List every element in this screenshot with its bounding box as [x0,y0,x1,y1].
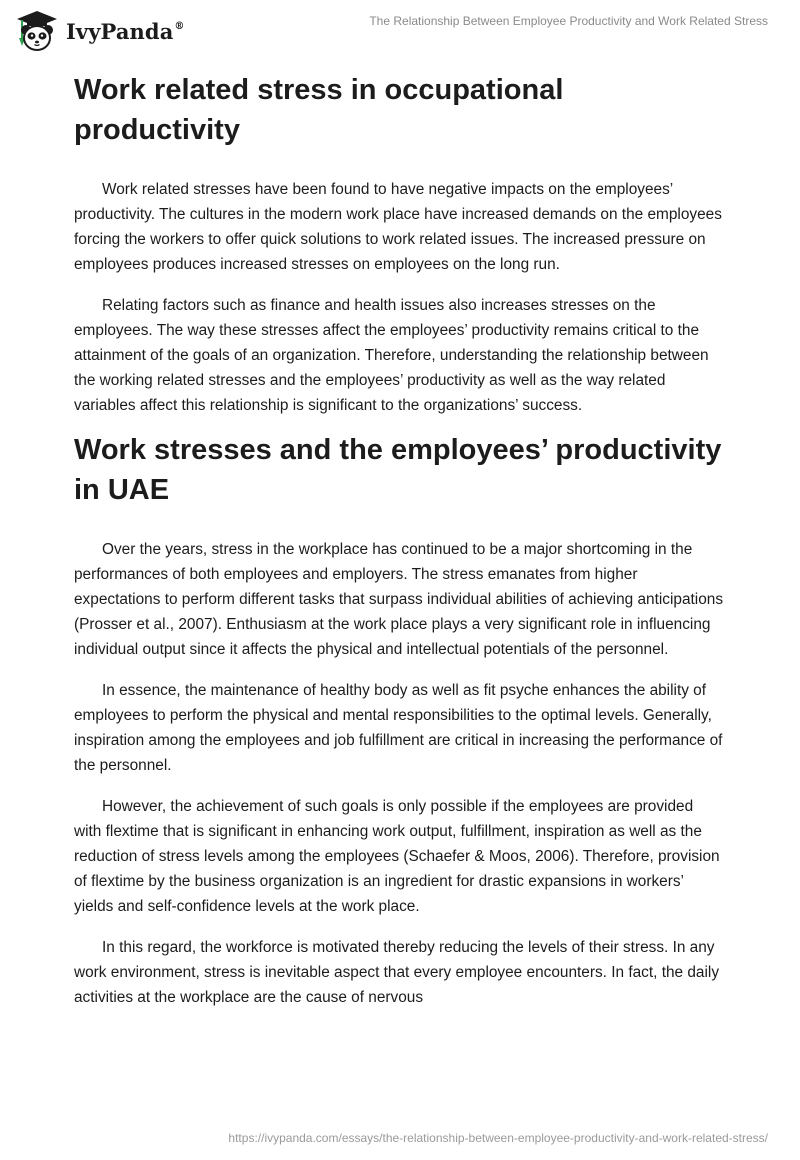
paragraph: In essence, the maintenance of healthy body as well as fit psyche enhances the ability of employees to perform the physical and mental responsibilities to the optimal levels. Generally, inspiration among the employees and job fulfillment are critical in increasing the performance of the personnel. [74,682,723,774]
paragraph: In this regard, the workforce is motivated thereby reducing the levels of their stress. In any work environment, stress is inevitable aspect that every employee encounters. In fact, the daily activities at the workplace are the cause of nervous [74,939,720,1006]
site-logo[interactable] [14,8,185,54]
paragraph: Work related stresses have been found to have negative impacts on the employees’ productivity. The cultures in the modern work place have increased demands on the employees forcing the workers to offer quick solutions to work related issues. The increased pressure on employees produces increased stresses on employees on the long run. [74,181,722,273]
section-heading: Work stresses and the employees’ productivity in UAE [74,434,722,506]
running-title: The Relationship Between Employee Productivity and Work Related Stress [369,14,768,28]
page-header [0,0,800,66]
essay-body [74,70,724,1010]
panda-graduate-icon [14,8,60,54]
source-url-link[interactable]: https://ivypanda.com/essays/the-relationship-between-employee-productivity-and-work-related-stress/ [228,1131,768,1145]
paragraph: Relating factors such as finance and health issues also increases stresses on the employees. The way these stresses affect the employees’ productivity remains critical to the attainment of the goals of an organization. Therefore, understanding the relationship between the working related stresses and the employees’ productivity as well as the way related variables affect this relationship is significant to the organizations’ success. [74,297,709,414]
logo-wordmark: IvyPanda® [66,18,185,44]
section-heading: Work related stress in occupational productivity [74,74,564,146]
paragraph: However, the achievement of such goals is only possible if the employees are provided with flextime that is significant in enhancing work output, fulfillment, inspiration as well as the reduction of stress levels among the employees (Schaefer & Moos, 2006). Therefore, provision of flextime by the business organization is an ingredient for drastic expansions in workers’ yields and self-confidence levels at the work place. [74,798,720,915]
paragraph: Over the years, stress in the workplace has continued to be a major shortcoming in the performances of both employees and employers. The stress emanates from higher expectations to perform different tasks that surpass individual abilities of achieving anticipations (Prosser et al., 2007). Enthusiasm at the work place plays a very significant role in influencing individual output since it affects the physical and intellectual potentials of the personnel. [74,541,724,658]
